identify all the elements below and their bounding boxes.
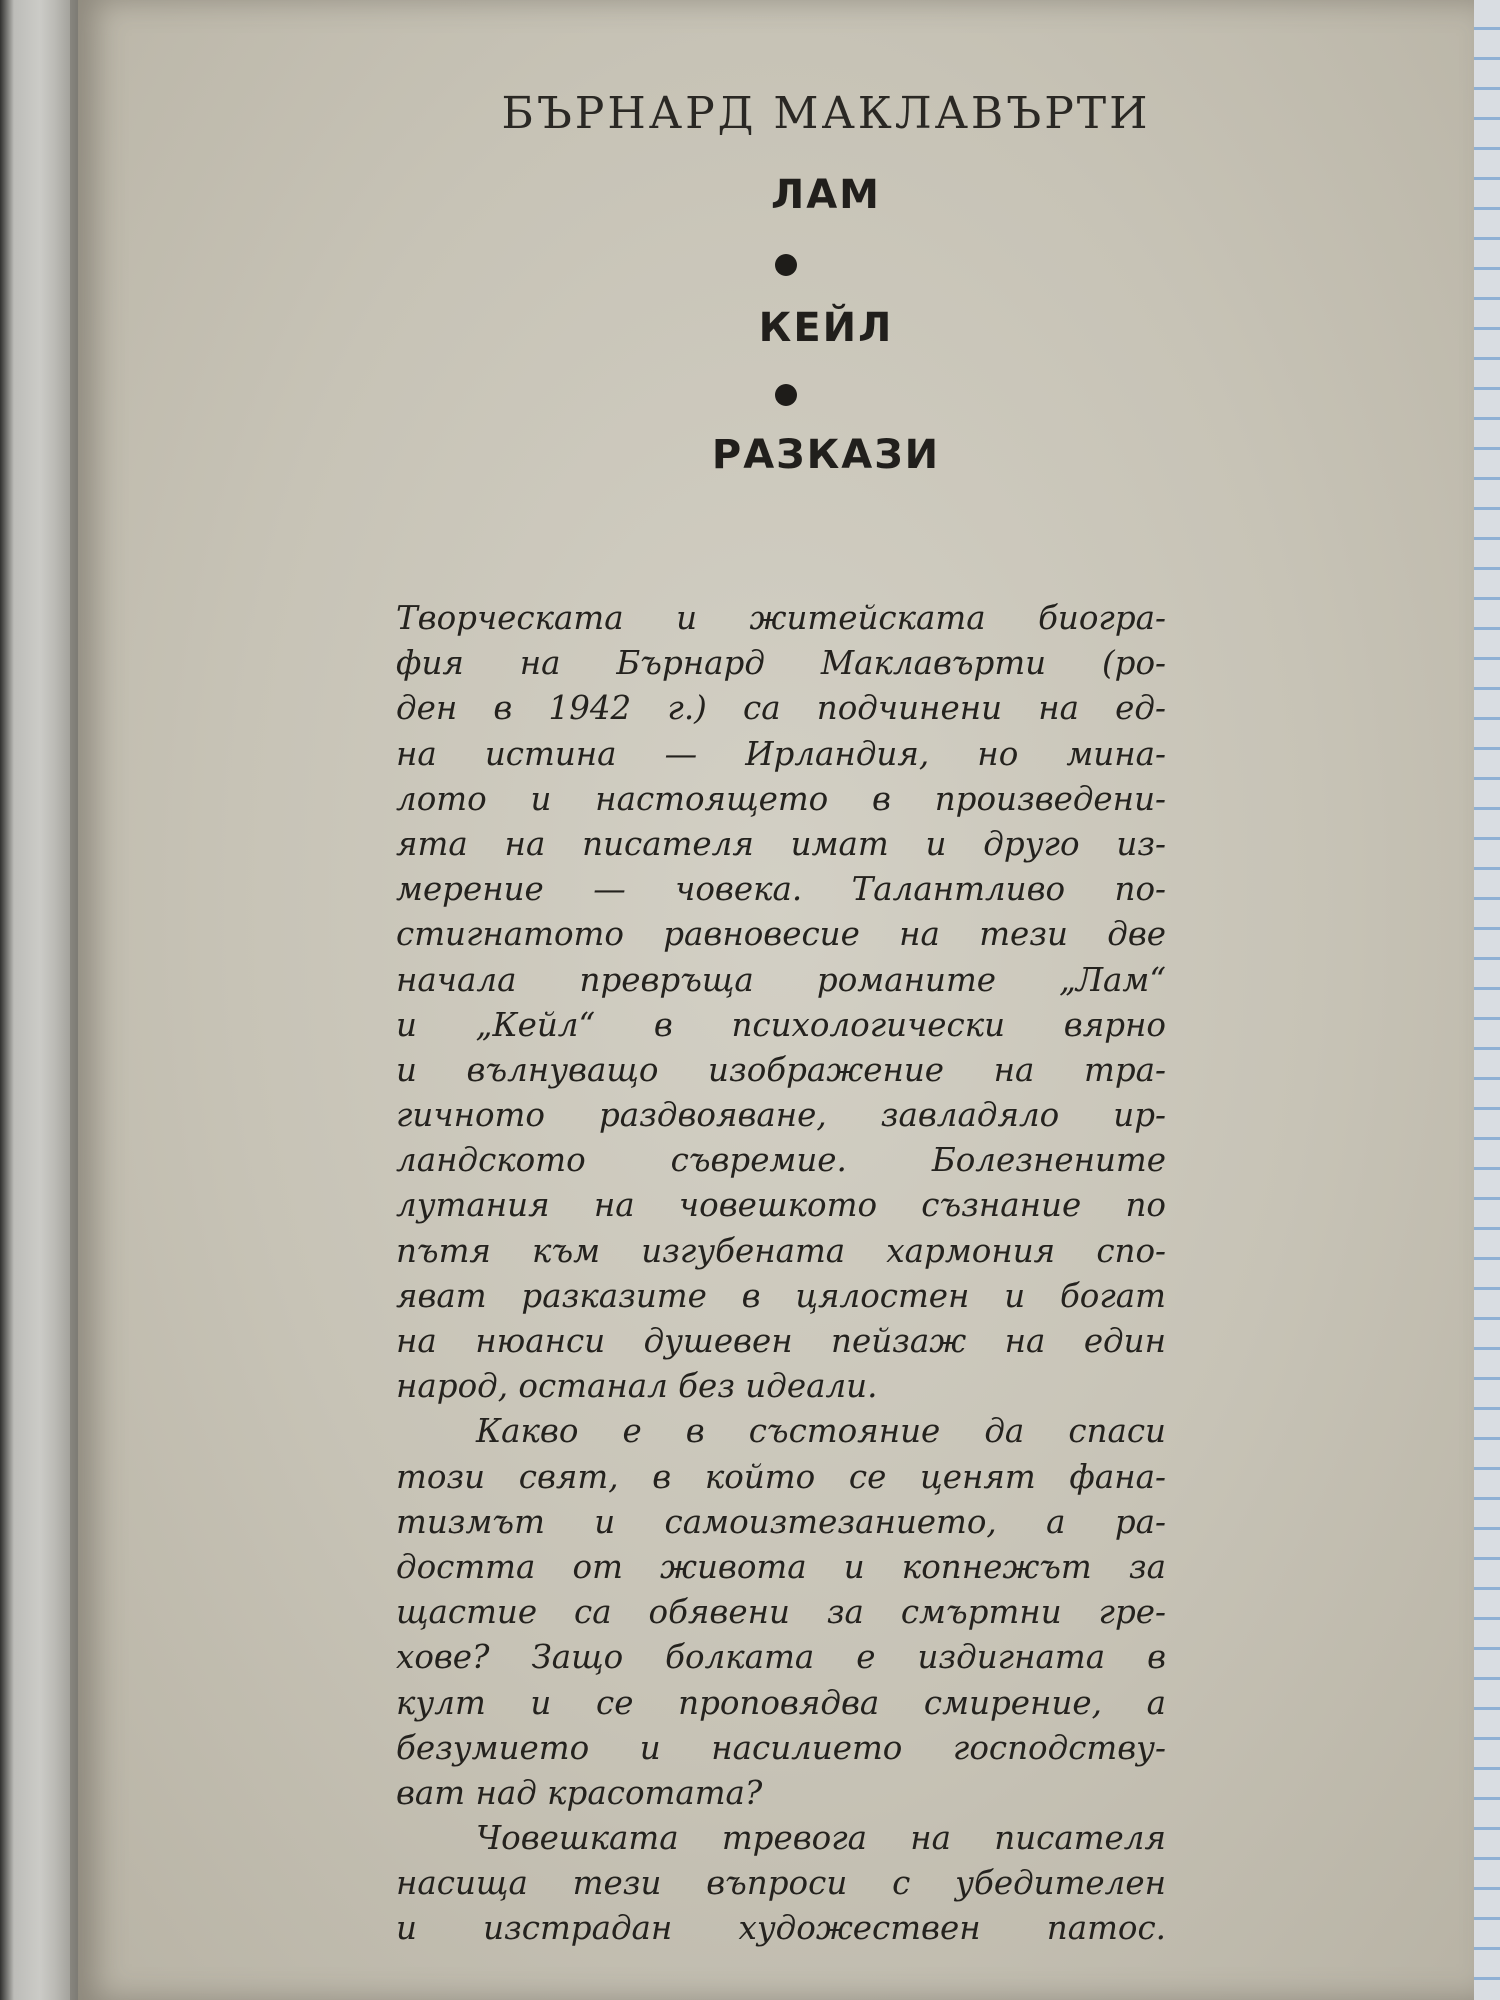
text-line: ландското съвремие. Болезнените — [396, 1141, 1166, 1180]
text-line: достта от живота и копнежът за — [396, 1547, 1166, 1586]
title-razkazi: РАЗКАЗИ — [711, 432, 941, 478]
author-name: БЪРНАРД МАКЛАВЪРТИ — [501, 88, 1151, 139]
book-page — [78, 0, 1474, 2000]
text-line: яват разказите в цялостен и богат — [396, 1276, 1166, 1315]
annotation-text — [396, 596, 1166, 1952]
text-line: фия на Бърнард Маклавърти (ро- — [396, 644, 1166, 683]
text-line: ден в 1942 г.) са подчинени на ед- — [396, 689, 1166, 728]
text-line: Човешката тревога на писателя — [476, 1819, 1166, 1858]
text-line: лутания на човешкото съзнание по — [396, 1186, 1166, 1225]
text-line: насища тези въпроси с убедителен — [396, 1864, 1166, 1903]
text-line: ват над красотата? — [396, 1773, 763, 1812]
text-line: щастие са обявени за смъртни гре- — [396, 1593, 1166, 1632]
text-line: и изстрадан художествен патос. — [396, 1909, 1166, 1948]
facing-page-edge — [0, 0, 70, 2000]
text-line: хове? Защо болката е издигната в — [396, 1638, 1166, 1677]
text-line: и вълнуващо изображение на тра- — [396, 1050, 1166, 1089]
text-line: Творческата и житейската биогра- — [396, 599, 1166, 637]
text-line: начала превръща романите „Лам“ — [396, 960, 1166, 999]
title-lam: ЛАМ — [771, 172, 881, 218]
text-line: пътя към изгубената хармония спо- — [396, 1231, 1166, 1270]
bullet-separator — [775, 254, 797, 276]
title-keil: КЕЙЛ — [758, 305, 894, 351]
text-line: ята на писателя имат и друго из- — [396, 824, 1166, 863]
text-line: гичното раздвояване, завладяло ир- — [396, 1096, 1166, 1135]
text-line: мерение — човека. Талантливо по- — [396, 870, 1166, 909]
text-line: на истина — Ирландия, но мина- — [396, 734, 1166, 773]
text-line: на нюанси душевен пейзаж на един — [396, 1322, 1166, 1360]
text-line: народ, останал без идеали. — [396, 1367, 878, 1406]
text-line: лото и настоящето в произведени- — [396, 779, 1166, 818]
bullet-separator — [775, 384, 797, 406]
text-line: тизмът и самоизтезанието, а ра- — [396, 1502, 1166, 1541]
text-line: култ и се проповядва смирение, а — [396, 1683, 1166, 1722]
notebook-paper-edge — [1470, 0, 1500, 2000]
text-line: и „Кейл“ в психологически вярно — [396, 1005, 1166, 1044]
text-line: този свят, в който се ценят фана- — [396, 1457, 1166, 1496]
text-line: безумието и насилието господству- — [396, 1728, 1166, 1767]
text-line: стигнатото равновесие на тези две — [396, 915, 1166, 954]
text-line: Какво е в състояние да спаси — [476, 1412, 1166, 1451]
